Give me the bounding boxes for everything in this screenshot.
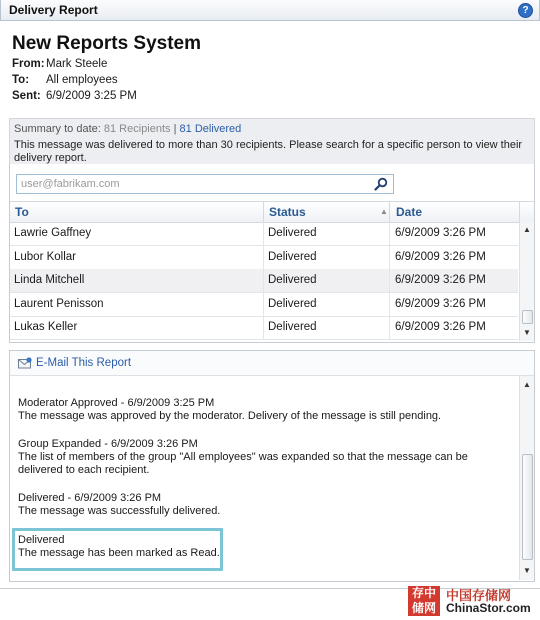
recipient-panel (9, 164, 535, 343)
history-list (10, 376, 518, 580)
cell-divider (263, 246, 264, 269)
scroll-up-icon[interactable]: ▲ (523, 225, 531, 234)
sort-ascending-icon: ▲ (380, 207, 388, 216)
column-header-date[interactable]: Date (396, 205, 423, 219)
scroll-thumb[interactable] (522, 310, 533, 324)
window-titlebar (0, 0, 540, 21)
history-detail: The list of members of the group "All employees" was expanded so that the message can be delivered to each recipient. (18, 451, 468, 476)
cell-to: Lukas Keller (14, 321, 78, 333)
cell-date: 6/9/2009 3:26 PM (395, 321, 486, 333)
search-box (16, 174, 394, 194)
email-report-icon[interactable] (18, 357, 32, 369)
cell-date: 6/9/2009 3:26 PM (395, 251, 486, 263)
summary-line (14, 123, 241, 135)
history-event: Moderator Approved - 6/9/2009 3:25 PM (18, 397, 215, 409)
sent-line (12, 90, 137, 102)
cell-status: Delivered (268, 321, 317, 333)
scroll-thumb[interactable] (522, 454, 533, 560)
message-subject: New Reports System (12, 33, 202, 54)
watermark-logo-bottom: 储网 (411, 601, 436, 615)
cell-divider (389, 222, 390, 245)
history-entry (18, 492, 508, 518)
to-value: All employees (46, 74, 118, 86)
watermark-site: ChinaStor.com (446, 601, 531, 615)
cell-to: Lawrie Gaffney (14, 227, 92, 239)
history-event: Group Expanded - 6/9/2009 3:26 PM (18, 438, 198, 450)
window-title: Delivery Report (9, 3, 98, 17)
summary-separator: | (173, 123, 177, 135)
recipients-count[interactable]: 81 Recipients (103, 123, 171, 135)
from-value: Mark Steele (46, 58, 108, 70)
summary-text: This message was delivered to more than 30 recipients. Please search for a specific person to view their delivery report. (14, 139, 523, 164)
from-label: From: (12, 58, 45, 70)
delivered-count-link[interactable]: 81 Delivered (179, 123, 242, 135)
sent-value: 6/9/2009 3:25 PM (46, 90, 137, 102)
cell-date: 6/9/2009 3:26 PM (395, 298, 486, 310)
column-divider (519, 202, 520, 222)
cell-status: Delivered (268, 274, 317, 286)
column-header-to[interactable]: To (15, 205, 29, 219)
table-row[interactable] (10, 316, 518, 340)
column-divider[interactable] (263, 202, 264, 222)
search-icon[interactable] (374, 177, 388, 191)
cell-divider (389, 269, 390, 292)
scroll-down-icon[interactable]: ▼ (523, 328, 531, 337)
cell-divider (389, 293, 390, 316)
search-input[interactable] (17, 175, 361, 193)
watermark-logo-top: 存中 (411, 586, 436, 600)
cell-to: Laurent Penisson (14, 298, 104, 310)
recipient-scrollbar[interactable] (519, 222, 534, 341)
scroll-down-icon[interactable]: ▼ (523, 566, 531, 575)
cell-divider (263, 222, 264, 245)
history-entry-highlighted (18, 534, 508, 560)
to-line (12, 74, 118, 86)
history-scrollbar[interactable] (519, 376, 534, 580)
history-entry (18, 397, 508, 423)
history-detail: The message has been marked as Read. (18, 547, 220, 559)
summary-box (9, 118, 535, 166)
column-divider[interactable] (389, 202, 390, 222)
cell-divider (263, 269, 264, 292)
from-line (12, 58, 107, 70)
cell-status: Delivered (268, 251, 317, 263)
to-label: To: (12, 74, 30, 86)
grid-header (10, 201, 534, 223)
column-header-status[interactable]: Status (269, 205, 306, 219)
history-detail: The message was approved by the moderator. Delivery of the message is still pending. (18, 410, 442, 422)
cell-date: 6/9/2009 3:26 PM (395, 274, 486, 286)
cell-divider (389, 246, 390, 269)
summary-label: Summary to date: (14, 123, 101, 135)
watermark-logo (408, 586, 440, 616)
table-row[interactable] (10, 222, 518, 246)
recipient-list (10, 222, 518, 340)
history-detail: The message was successfully delivered. (18, 505, 221, 517)
cell-divider (263, 316, 264, 339)
help-icon[interactable]: ? (518, 3, 533, 18)
cell-status: Delivered (268, 298, 317, 310)
scroll-up-icon[interactable]: ▲ (523, 380, 531, 389)
table-row[interactable] (10, 269, 518, 293)
history-event: Delivered - 6/9/2009 3:26 PM (18, 492, 162, 504)
history-event: Delivered (18, 534, 65, 546)
watermark-cn-text: 中国存储网 (446, 588, 512, 603)
cell-date: 6/9/2009 3:26 PM (395, 227, 486, 239)
email-report-link[interactable]: E-Mail This Report (36, 357, 132, 369)
sent-label: Sent: (12, 90, 41, 102)
cell-to: Lubor Kollar (14, 251, 77, 263)
table-row[interactable] (10, 293, 518, 317)
table-row[interactable] (10, 246, 518, 270)
cell-to: Linda Mitchell (14, 274, 85, 286)
email-report-bar (10, 351, 534, 376)
cell-status: Delivered (268, 227, 317, 239)
cell-divider (389, 316, 390, 339)
cell-divider (263, 293, 264, 316)
history-panel (9, 350, 535, 582)
history-entry (18, 438, 508, 477)
